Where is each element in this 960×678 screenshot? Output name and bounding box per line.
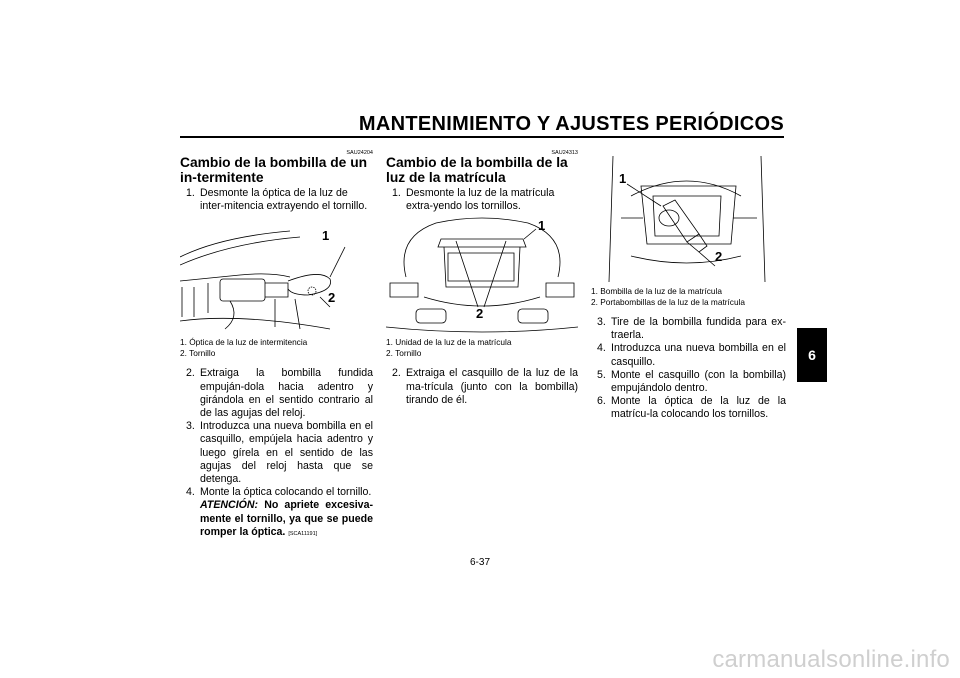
step-item: 1. Desmonte la luz de la matrícula extra-yendo los tornillos. xyxy=(392,187,555,213)
step-item: 2. Extraiga la bombilla fundida empuján-dola hacia adentro y girándola en el sentido contrario al de las agujas del reloj. xyxy=(186,367,373,420)
callout-2: 2 xyxy=(715,249,723,264)
steps-list xyxy=(180,367,373,541)
callout-1: 1 xyxy=(619,171,627,186)
warning-note: ATENCIÓN: No apriete excesiva-mente el tornillo, ya que se puede romper la óptica. [SCA11191] xyxy=(200,499,373,538)
section-code: SAU24313 xyxy=(551,150,578,156)
step-item: 1. Desmonte la óptica de la luz de inter-mitencia extrayendo el tornillo. xyxy=(186,187,368,213)
turn-signal-illustration xyxy=(180,217,373,333)
steps-list xyxy=(180,187,373,213)
step-item: 3. Introduzca una nueva bombilla en el casquillo, empújela hacia adentro y luego gírela en el sentido de las agujas del reloj hasta que se detenga. xyxy=(186,420,373,486)
section-license-light xyxy=(386,150,578,407)
chapter-tab: 6 xyxy=(797,328,827,382)
section-license-bulb xyxy=(591,150,786,422)
page-number: 6-37 xyxy=(470,557,491,568)
page-title: MANTENIMIENTO Y AJUSTES PERIÓDICOS xyxy=(358,113,784,135)
step-item: 4. Introduzca una nueva bombilla en el casquillo. xyxy=(597,342,786,368)
steps-list xyxy=(591,316,786,422)
figure-caption: 1. Óptica de la luz de intermitencia 2. Tornillo xyxy=(180,337,308,359)
section-code: SAU24204 xyxy=(346,150,373,156)
watermark: carmanualsonline.info xyxy=(712,646,950,673)
figure-caption: 1. Bombilla de la luz de la matrícula 2. Portabombillas de la luz de la matrícula xyxy=(591,286,746,307)
callout-1: 1 xyxy=(538,218,546,234)
section-title: Cambio de la bombilla de la luz de la matrícula xyxy=(386,155,568,185)
callout-2: 2 xyxy=(476,306,484,322)
figure-license-bulb xyxy=(591,156,786,282)
step-item: 6. Monte la óptica de la luz de la matrícu-la colocando los tornillos. xyxy=(597,395,786,421)
step-item: 5. Monte el casquillo (con la bombilla) empujándolo dentro. xyxy=(597,368,786,395)
steps-list xyxy=(386,367,578,407)
section-turn-signal xyxy=(180,150,373,541)
steps-list xyxy=(386,187,578,213)
step-item: 4. Monte la óptica colocando el tornillo. ATENCIÓN: No apriete excesiva-mente el tornillo, ya que se puede romper la óptica. [SCA11191] xyxy=(180,486,373,541)
header-rule xyxy=(180,136,784,138)
section-title: Cambio de la bombilla de un in-termitente xyxy=(180,155,368,185)
figure-caption: 1. Unidad de la luz de la matrícula 2. Tornillo xyxy=(386,337,512,359)
figure-turn-signal xyxy=(180,217,373,333)
step-item: 2. Extraiga el casquillo de la luz de la ma-trícula (junto con la bombilla) tirando de él. xyxy=(392,367,578,406)
callout-2: 2 xyxy=(328,290,336,306)
step-item: 3. Tire de la bombilla fundida para ex-traerla. xyxy=(597,316,786,342)
figure-license-light-unit xyxy=(386,217,578,333)
callout-1: 1 xyxy=(322,228,330,244)
